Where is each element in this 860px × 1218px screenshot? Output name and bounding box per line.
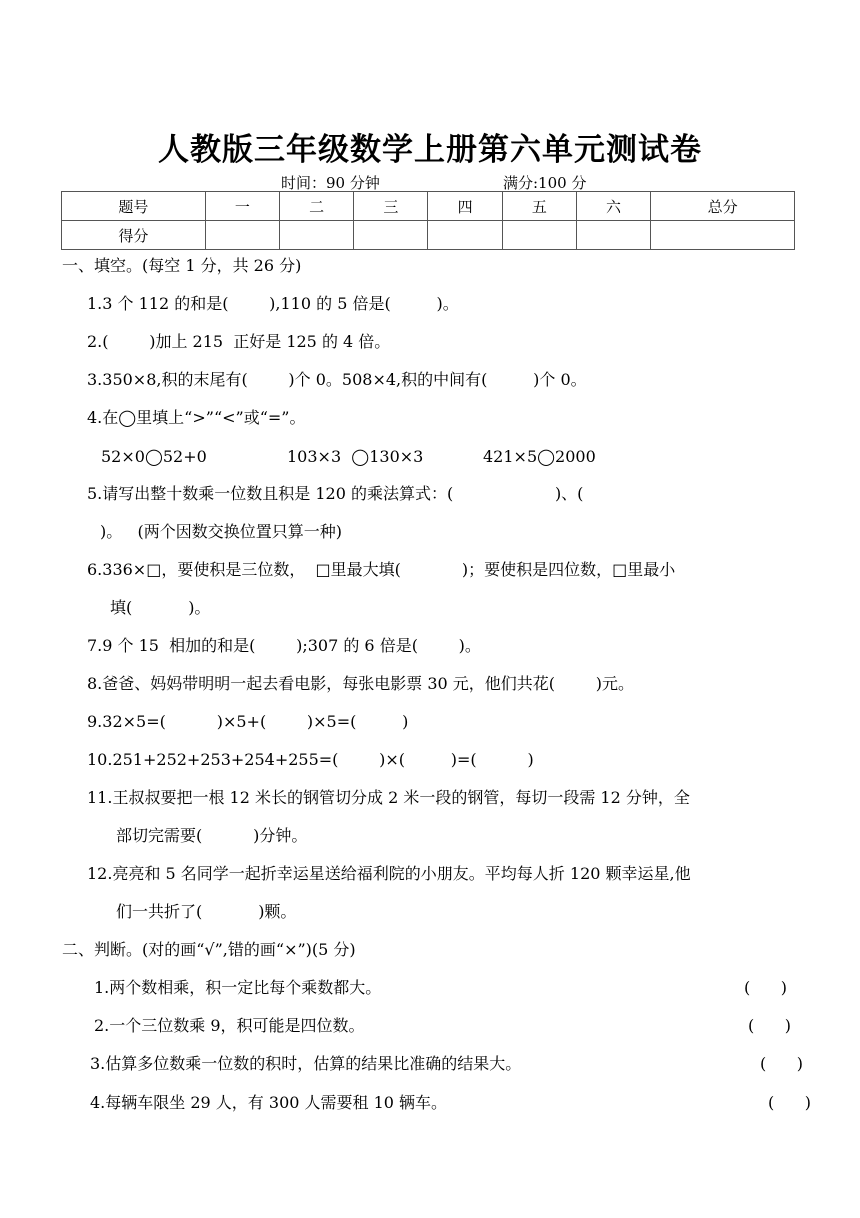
exam-time: 时间：90 分钟 — [281, 174, 380, 192]
question-1: 1.3 个 112 的和是( ),110 的 5 倍是( )。 — [87, 294, 459, 313]
page-title: 人教版三年级数学上册第六单元测试卷 — [158, 132, 702, 168]
question-8: 8.爸爸、妈妈带明明一起去看电影，每张电影票 30 元，他们共花( )元。 — [87, 674, 634, 693]
judge-answer-3[interactable]: ( ) — [760, 1054, 803, 1073]
judge-answer-1[interactable]: ( ) — [744, 978, 787, 997]
question-4-compare-b: 103×3 ◯130×3 — [287, 447, 424, 466]
score-header-cell: 总分 — [651, 192, 795, 221]
judge-answer-4[interactable]: ( ) — [768, 1093, 811, 1112]
question-11: 11.王叔叔要把一根 12 米长的钢管切分成 2 米一段的钢管，每切一段需 12 分钟，全 — [87, 788, 690, 807]
question-12: 12.亮亮和 5 名同学一起折幸运星送给福利院的小朋友。平均每人折 120 颗幸运星,他 — [87, 864, 691, 883]
question-6-continued: 填( )。 — [110, 598, 211, 617]
judge-item-3: 3.估算多位数乘一位数的积时，估算的结果比准确的结果大。 — [90, 1054, 522, 1073]
question-6: 6.336×□，要使积是三位数， □里最大填( )；要使积是四位数，□里最小 — [87, 560, 676, 579]
score-row-label: 得分 — [62, 221, 206, 250]
question-3: 3.350×8,积的末尾有( )个 0。508×4,积的中间有( )个 0。 — [87, 370, 587, 389]
score-header-cell: 六 — [576, 192, 650, 221]
score-header-cell: 一 — [205, 192, 279, 221]
score-cell[interactable] — [354, 221, 428, 250]
score-header-cell: 题号 — [62, 192, 206, 221]
question-9: 9.32×5=( )×5+( )×5=( ) — [87, 712, 409, 731]
score-table — [61, 191, 795, 250]
score-header-cell: 四 — [428, 192, 502, 221]
score-cell[interactable] — [428, 221, 502, 250]
judge-item-2: 2.一个三位数乘 9，积可能是四位数。 — [94, 1016, 365, 1035]
question-4: 4.在◯里填上“>”“<”或“=”。 — [87, 408, 306, 427]
question-7: 7.9 个 15 相加的和是( );307 的 6 倍是( )。 — [87, 636, 481, 655]
score-cell[interactable] — [205, 221, 279, 250]
score-cell[interactable] — [502, 221, 576, 250]
score-cell[interactable] — [576, 221, 650, 250]
question-2: 2.( )加上 215 正好是 125 的 4 倍。 — [87, 332, 391, 351]
question-12-continued: 们一共折了( )颗。 — [116, 902, 297, 921]
section1-heading: 一、填空。(每空 1 分，共 26 分) — [62, 256, 302, 275]
score-header-cell: 五 — [502, 192, 576, 221]
score-header-cell: 二 — [280, 192, 354, 221]
question-4-compare-c: 421×5◯2000 — [483, 447, 596, 466]
question-4-compare-a: 52×0◯52+0 — [101, 447, 207, 466]
question-11-continued: 部切完需要( )分钟。 — [116, 826, 308, 845]
judge-answer-2[interactable]: ( ) — [748, 1016, 791, 1035]
judge-item-4: 4.每辆车限坐 29 人，有 300 人需要租 10 辆车。 — [90, 1093, 448, 1112]
score-header-cell: 三 — [354, 192, 428, 221]
judge-item-1: 1.两个数相乘，积一定比每个乘数都大。 — [94, 978, 382, 997]
score-table-score-row — [62, 221, 795, 250]
question-5: 5.请写出整十数乘一位数且积是 120 的乘法算式：( )、( — [87, 484, 584, 503]
full-score: 满分:100 分 — [503, 174, 587, 192]
score-cell[interactable] — [651, 221, 795, 250]
score-table-header-row — [62, 192, 795, 221]
question-5-continued: )。 (两个因数交换位置只算一种) — [100, 522, 342, 541]
score-cell[interactable] — [280, 221, 354, 250]
question-10: 10.251+252+253+254+255=( )×( )=( ) — [87, 750, 534, 769]
section2-heading: 二、判断。(对的画“√”,错的画“×”)(5 分) — [62, 940, 356, 959]
